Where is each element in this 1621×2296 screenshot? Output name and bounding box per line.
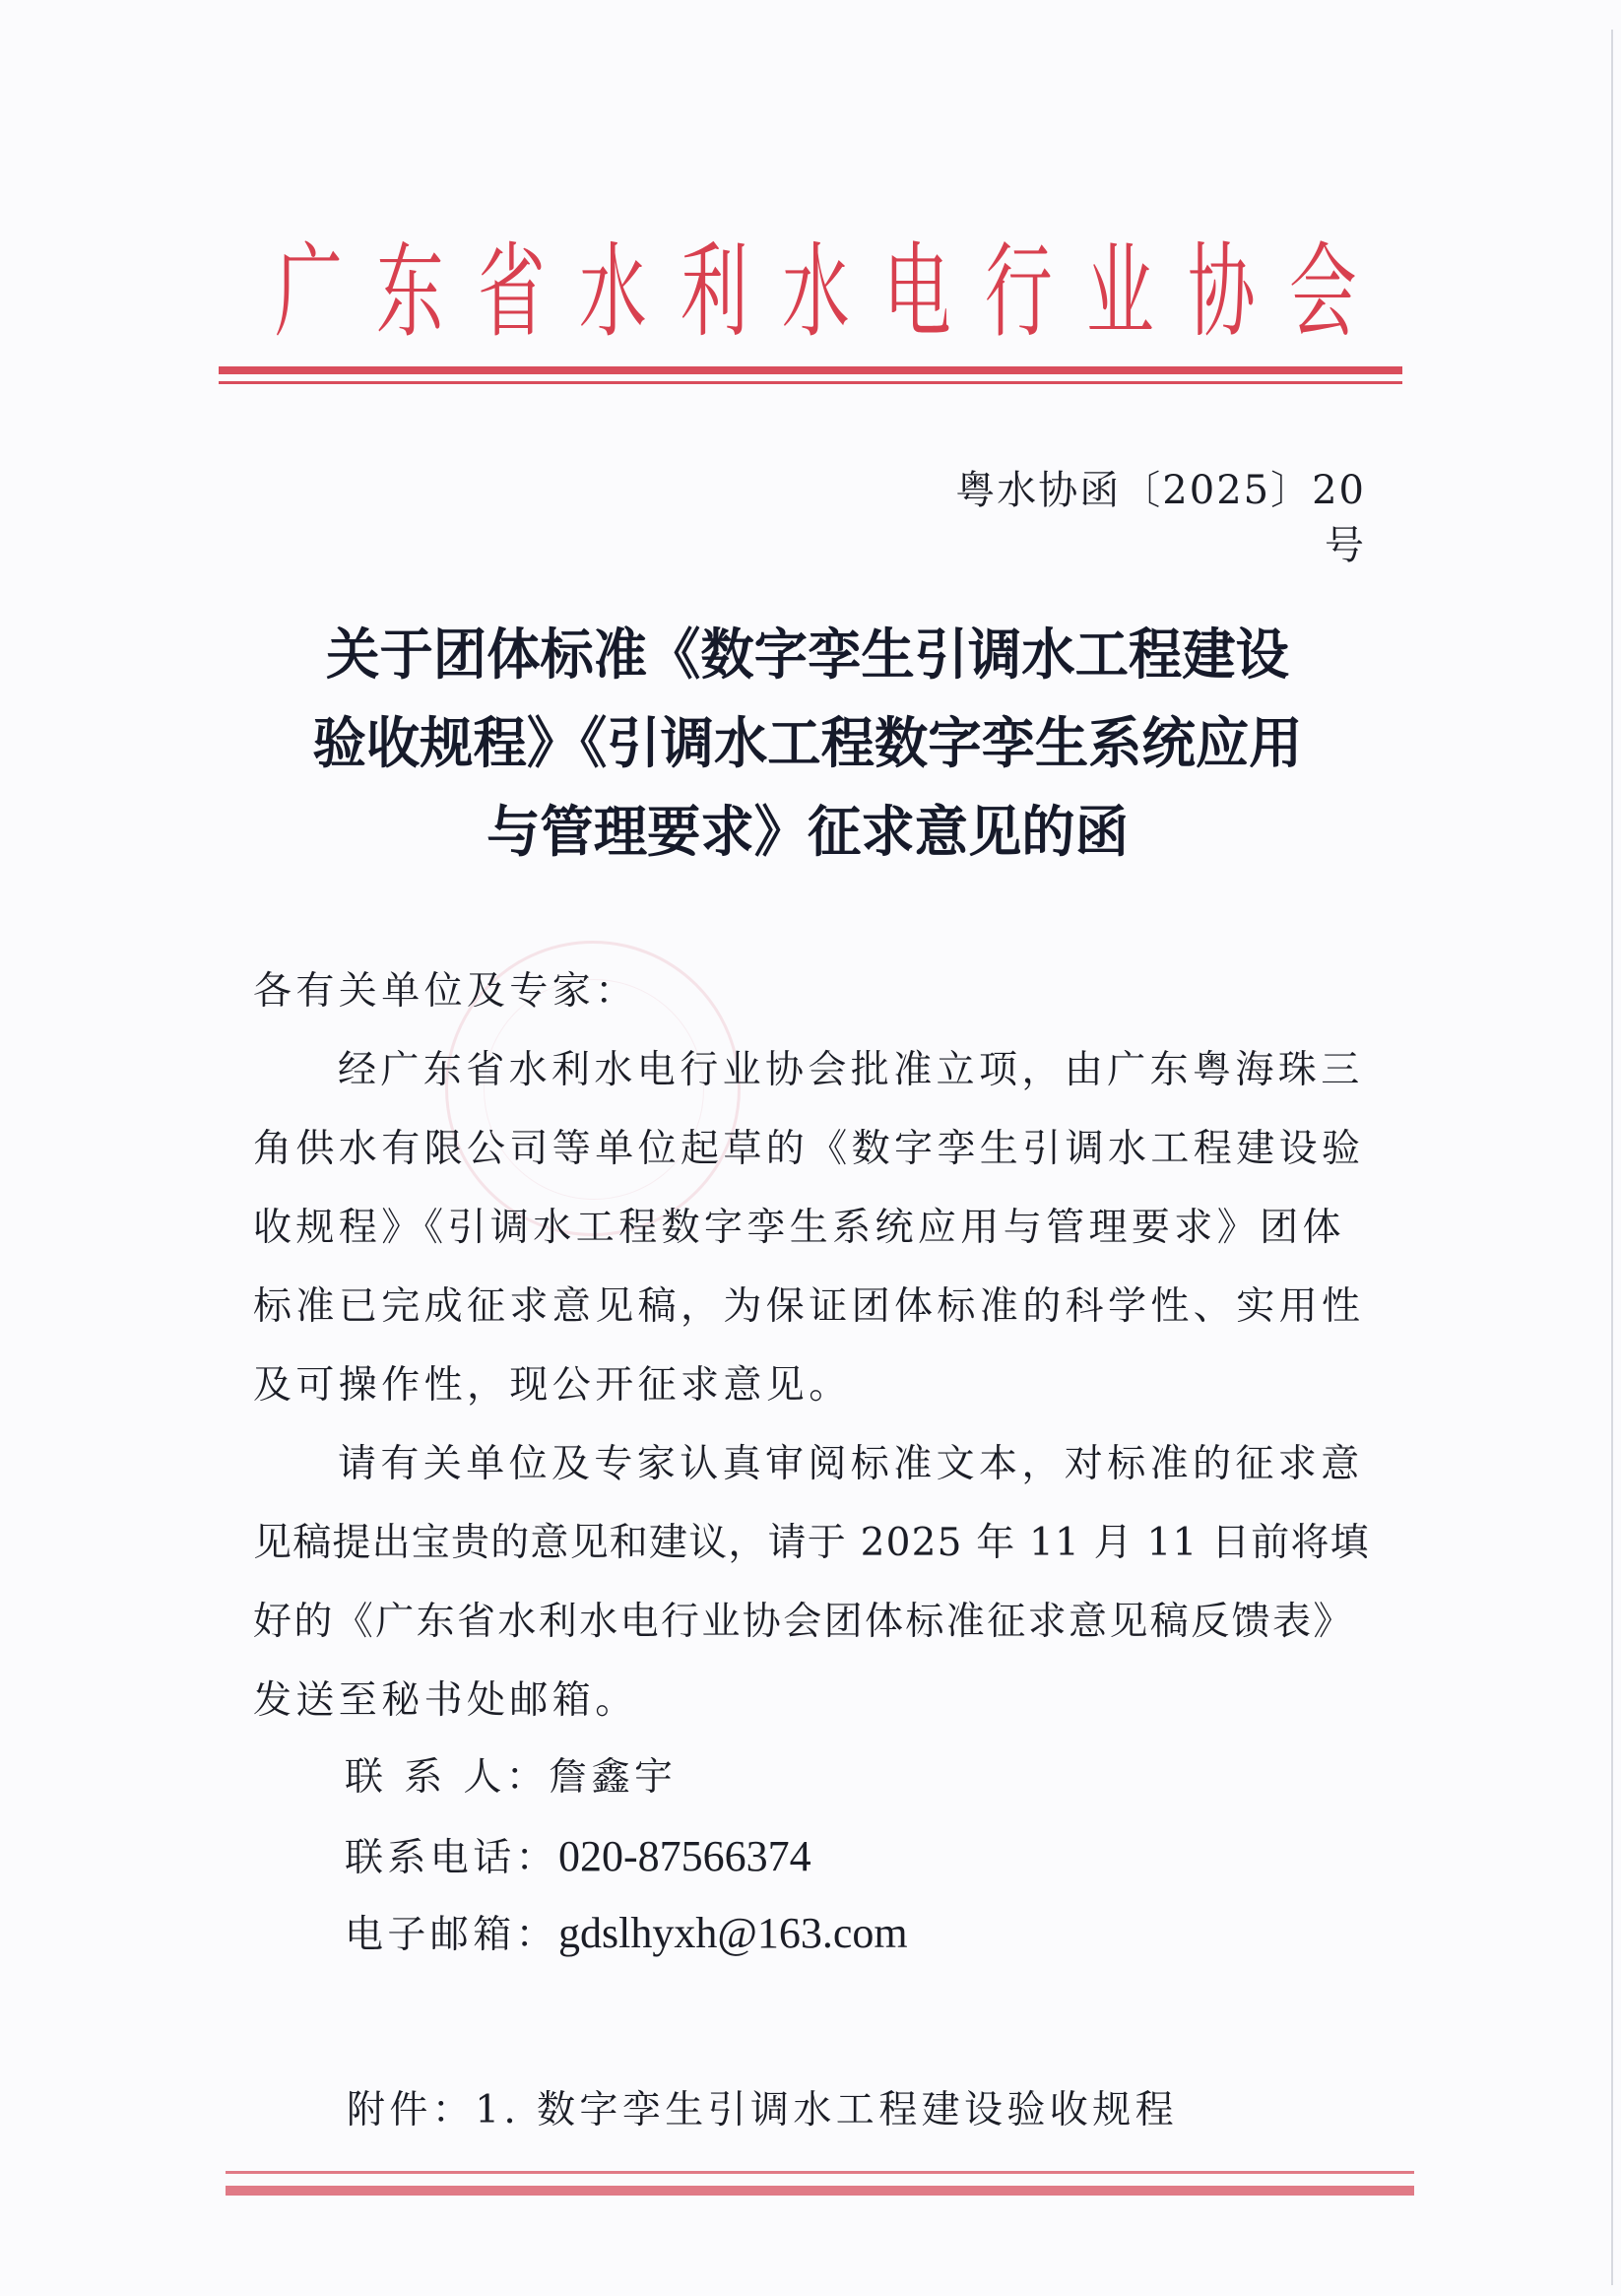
letterhead-char: 水	[782, 231, 850, 352]
letterhead-org-name	[258, 232, 1371, 351]
contact-phone-row	[345, 1832, 811, 1881]
contact-person-row	[345, 1753, 677, 1803]
letterhead-char: 会	[1289, 231, 1357, 352]
contact-phone-label: 联系电话：	[345, 1836, 559, 1880]
letterhead-thin-rule	[219, 381, 1402, 384]
letterhead-char: 行	[985, 231, 1053, 352]
paragraph-1-line: 标准已完成征求意见稿，为保证团体标准的科学性、实用性	[253, 1284, 1365, 1329]
paragraph-2-line: 见稿提出宝贵的意见和建议，请于 2025 年 11 月 11 日前将填	[253, 1521, 1370, 1565]
paragraph-1-line: 角供水有限公司等单位起草的《数字孪生引调水工程建设验	[253, 1127, 1365, 1171]
title-line	[236, 788, 1379, 877]
contact-email-label: 电子邮箱：	[345, 1913, 559, 1957]
title-line-text: 验收规程》《引调水工程数字孪生系统应用	[312, 711, 1303, 776]
letterhead-thick-rule	[219, 366, 1402, 374]
title-line-text: 关于团体标准《数字孪生引调水工程建设	[326, 623, 1289, 688]
letterhead-char: 广	[275, 231, 343, 352]
paragraph-1-line: 及可操作性，现公开征求意见。	[253, 1363, 852, 1408]
contact-phone-value: 020-87566374	[558, 1832, 811, 1880]
paragraph-1-line: 经广东省水利水电行业协会批准立项，由广东粤海珠三	[338, 1048, 1364, 1092]
contact-person-label: 联 系 人：	[345, 1755, 550, 1800]
contact-email-link[interactable]: gdslhyxh@163.com	[558, 1909, 908, 1957]
title-line	[236, 611, 1379, 699]
attachment-label: 附件：	[347, 2088, 476, 2132]
document-title	[236, 611, 1379, 877]
footer-thin-rule	[226, 2171, 1414, 2174]
title-line-text: 与管理要求》征求意见的函	[486, 800, 1129, 865]
scan-page-edge	[1611, 30, 1613, 2285]
salutation: 各有关单位及专家：	[253, 969, 638, 1014]
letterhead-char: 电	[883, 231, 951, 352]
paragraph-2-line: 请有关单位及专家认真审阅标准文本，对标准的征求意	[338, 1442, 1364, 1486]
paragraph-2-line: 发送至秘书处邮箱。	[253, 1678, 638, 1723]
letterhead-char: 协	[1188, 231, 1256, 352]
attachment-row	[347, 2086, 1178, 2135]
letterhead-char: 省	[478, 231, 546, 352]
paragraph-2-line: 好的《广东省水利水电行业协会团体标准征求意见稿反馈表》	[253, 1600, 1354, 1644]
contact-person-value: 詹鑫宇	[549, 1755, 678, 1800]
contact-email-row	[345, 1909, 908, 1958]
letterhead-char: 业	[1086, 231, 1154, 352]
letterhead-char: 东	[376, 231, 444, 352]
title-line	[236, 699, 1379, 788]
attachment-item: 1. 数字孪生引调水工程建设验收规程	[475, 2088, 1179, 2132]
letterhead-char: 利	[681, 231, 748, 352]
footer-thick-rule	[226, 2186, 1414, 2196]
paragraph-1-line: 收规程》《引调水工程数字孪生系统应用与管理要求》团体	[253, 1206, 1345, 1250]
document-number: 粤水协函〔2025〕20号	[955, 468, 1366, 568]
letterhead-char: 水	[579, 231, 647, 352]
